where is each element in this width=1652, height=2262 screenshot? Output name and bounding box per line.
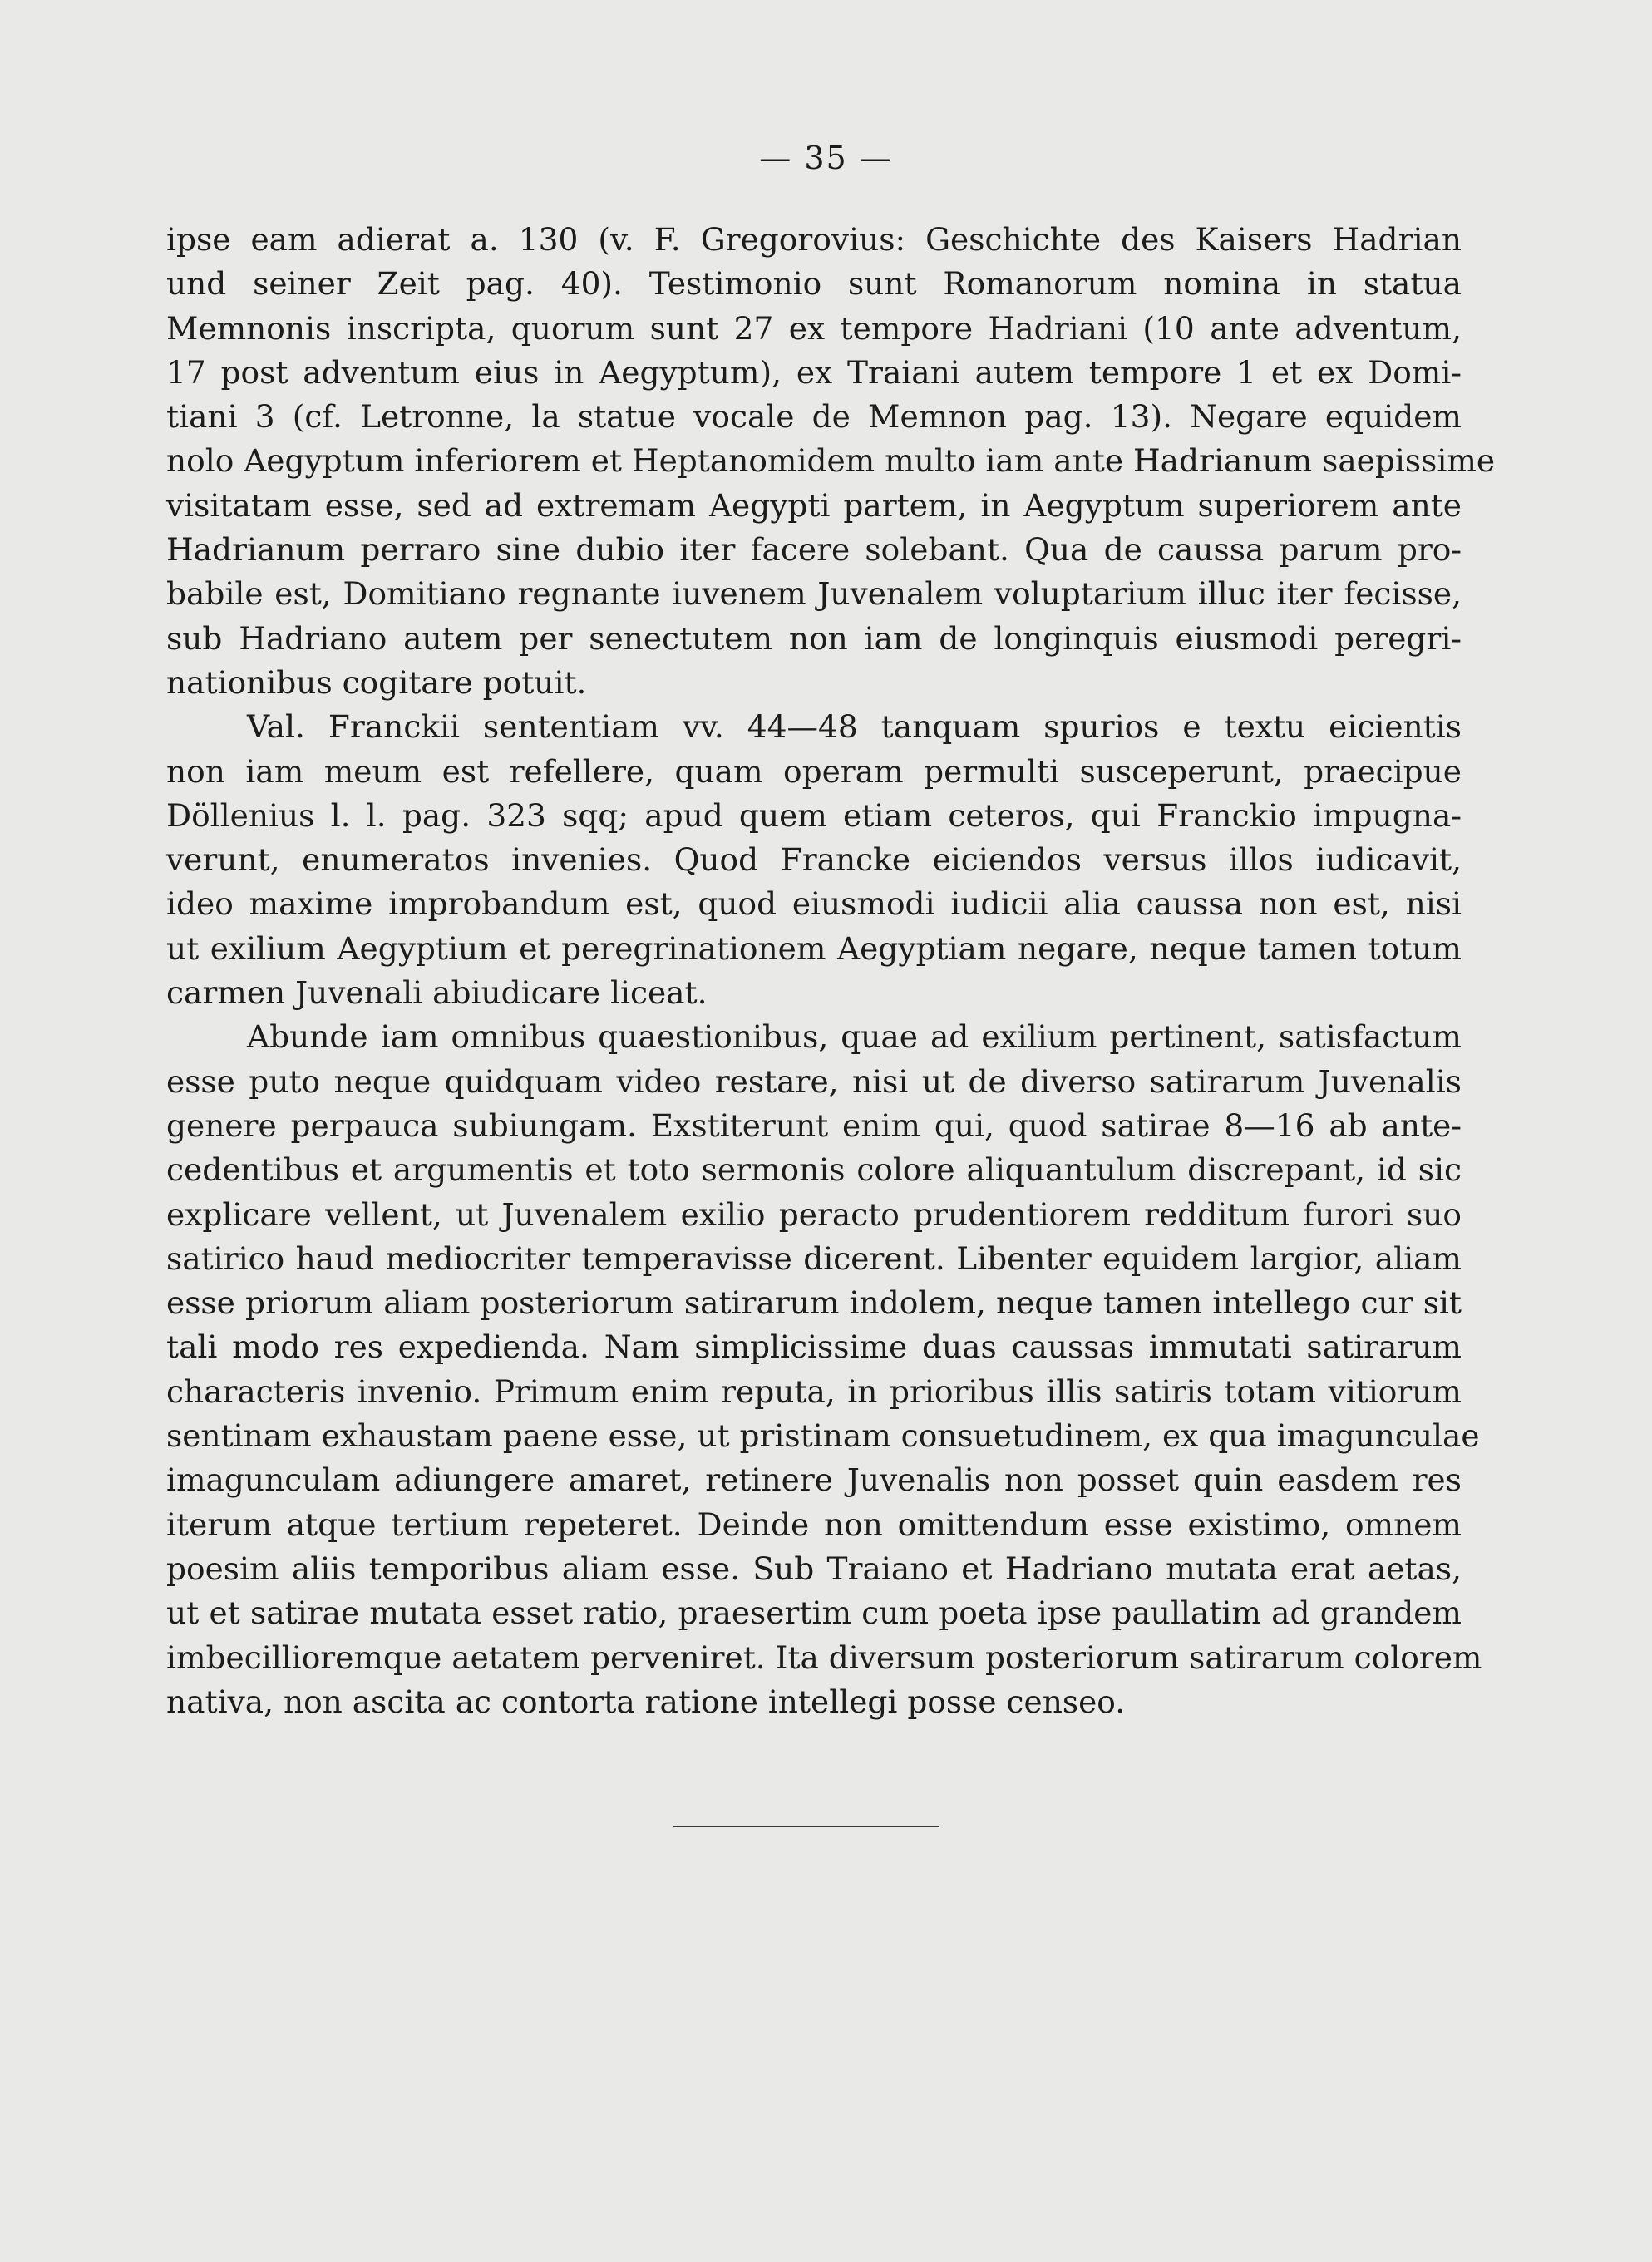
text-line: tali modo res expedienda. Nam simplicissime duas caussas immutati satirarum (166, 1328, 1462, 1366)
section-end-rule (673, 1826, 939, 1827)
page-number: — 35 — (759, 140, 893, 176)
text-line: visitatam esse, sed ad extremam Aegypti partem, in Aegyptum superiorem ante (166, 486, 1462, 524)
text-line: explicare vellent, ut Juvenalem exilio peracto prudentiorem redditum furori suo (166, 1195, 1462, 1233)
text-line: sentinam exhaustam paene esse, ut pristinam consuetudinem, ex qua imagunculae (166, 1417, 1480, 1455)
text-line: Memnonis inscripta, quorum sunt 27 ex tempore Hadriani (10 ante adventum, (166, 309, 1462, 347)
text-line: poesim aliis temporibus aliam esse. Sub Traiano et Hadriano mutata erat aetas, (166, 1550, 1462, 1587)
text-line: nativa, non ascita ac contorta ratione intellegi posse censeo. (166, 1683, 1126, 1720)
text-line: nationibus cogitare potuit. (166, 663, 587, 701)
text-line: ut et satirae mutata esset ratio, praesertim cum poeta ipse paullatim ad grandem (166, 1594, 1462, 1632)
text-line: iterum atque tertium repeteret. Deinde non omittendum esse existimo, omnem (166, 1506, 1462, 1543)
text-line: 17 post adventum eius in Aegyptum), ex Traiani autem tempore 1 et ex Domi- (166, 353, 1462, 391)
text-line: non iam meum est refellere, quam operam permulti susceperunt, praecipue (166, 752, 1462, 790)
paragraph (166, 218, 1496, 705)
paragraph (166, 705, 1462, 1015)
text-line: imagunculam adiungere amaret, retinere Juvenalis non posset quin easdem res (166, 1461, 1462, 1499)
text-line: cedentibus et argumentis et toto sermonis colore aliquantulum discrepant, id sic (166, 1151, 1462, 1189)
text-line: sub Hadriano autem per senectutem non iam de longinquis eiusmodi peregri- (166, 619, 1462, 657)
text-line: ut exilium Aegyptium et peregrinationem Aegyptiam negare, neque tamen totum (166, 929, 1462, 967)
paragraph (166, 1015, 1482, 1724)
text-line: Abunde iam omnibus quaestionibus, quae ad exilium pertinent, satisfactum (247, 1018, 1462, 1056)
text-line: Val. Franckii sententiam vv. 44—48 tanquam spurios e textu eicientis (247, 708, 1462, 746)
text-line: esse puto neque quidquam video restare, nisi ut de diverso satirarum Juvenalis (166, 1062, 1462, 1100)
body-text (166, 218, 1496, 1724)
text-line: Döllenius l. l. pag. 323 sqq; apud quem etiam ceteros, qui Franckio impugna- (166, 796, 1462, 834)
text-line: carmen Juvenali abiudicare liceat. (166, 974, 708, 1012)
text-line: imbecillioremque aetatem perveniret. Ita diversum posteriorum satirarum colorem (166, 1639, 1482, 1676)
text-line: und seiner Zeit pag. 40). Testimonio sunt Romanorum nomina in statua (166, 265, 1462, 303)
text-line: babile est, Domitiano regnante iuvenem Juvenalem voluptarium illuc iter fecisse, (166, 575, 1462, 613)
text-line: ideo maxime improbandum est, quod eiusmodi iudicii alia caussa non est, nisi (166, 885, 1462, 923)
text-line: characteris invenio. Primum enim reputa, in prioribus illis satiris totam vitiorum (166, 1372, 1462, 1410)
text-line: satirico haud mediocriter temperavisse dicerent. Libenter equidem largior, aliam (166, 1239, 1462, 1277)
text-line: tiani 3 (cf. Letronne, la statue vocale de Memnon pag. 13). Negare equidem (166, 398, 1462, 436)
text-line: esse priorum aliam posteriorum satirarum indolem, neque tamen intellego cur sit (166, 1284, 1462, 1322)
text-line: Hadrianum perraro sine dubio iter facere solebant. Qua de caussa parum pro- (166, 531, 1462, 569)
text-line: verunt, enumeratos invenies. Quod Francke eiciendos versus illos iudicavit, (166, 841, 1462, 879)
text-line: ipse eam adierat a. 130 (v. F. Gregorovius: Geschichte des Kaisers Hadrian (166, 221, 1462, 258)
text-line: genere perpauca subiungam. Exstiterunt enim qui, quod satirae 8—16 ab ante- (166, 1106, 1462, 1144)
text-line: nolo Aegyptum inferiorem et Heptanomidem multo iam ante Hadrianum saepissime (166, 442, 1496, 480)
